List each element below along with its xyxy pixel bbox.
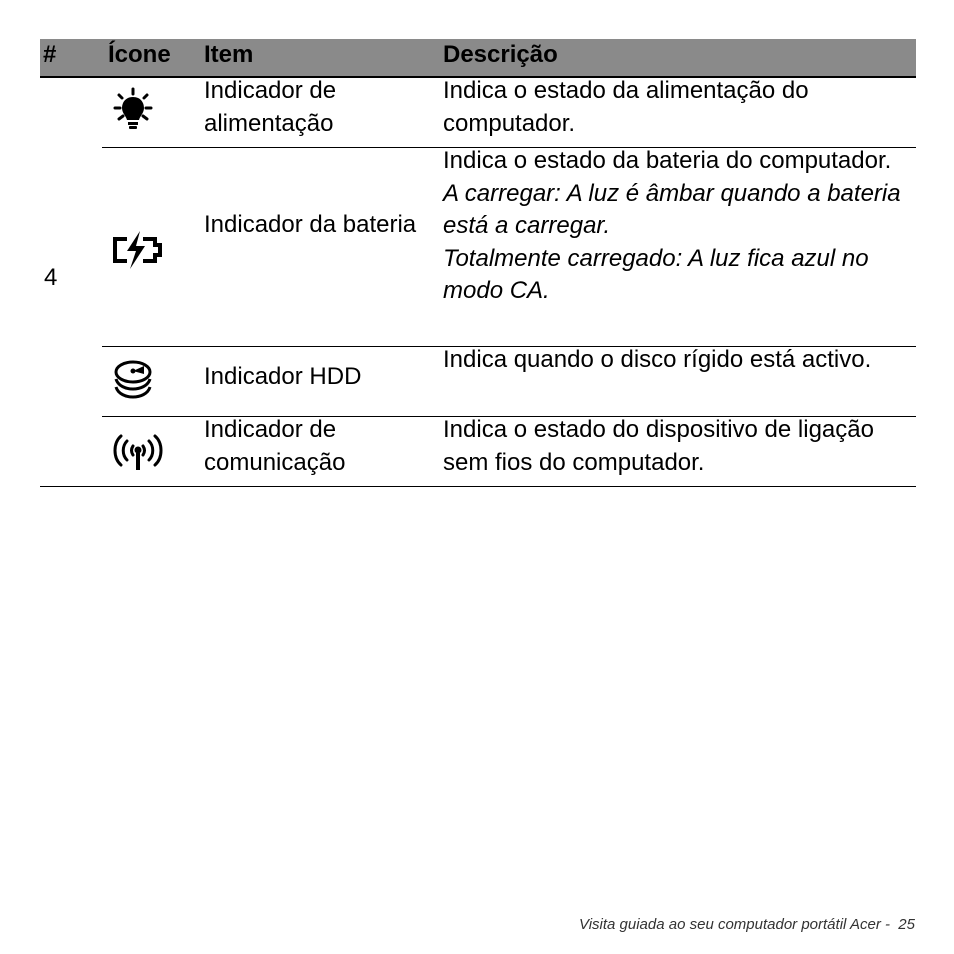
table-row: [102, 148, 916, 347]
header-num: #: [43, 41, 57, 68]
row-desc: [443, 145, 913, 308]
desc-text: Indica o estado da bateria do computador.: [443, 147, 892, 174]
row-item: Indicador da bateria: [204, 211, 417, 238]
page-footer: Visita guiada ao seu computador portátil Acer - 25: [578, 916, 915, 933]
desc-italic-charged: Totalmente carregado: A luz fica azul no modo CA.: [443, 244, 869, 304]
battery-charging-icon: [110, 227, 156, 273]
header-item: Item: [204, 41, 254, 68]
row-number: 4: [44, 264, 58, 291]
table-header: [40, 39, 916, 78]
power-light-icon: [110, 87, 156, 133]
hdd-icon: [110, 359, 156, 405]
row-desc: Indica quando o disco rígido está activo.: [443, 346, 872, 373]
table-bottom-border: [40, 486, 916, 487]
table-row: [102, 78, 916, 148]
table-row: [102, 417, 916, 486]
table-row: [102, 347, 916, 417]
row-desc: Indica o estado da alimentação do computador.: [443, 77, 809, 137]
row-item: Indicador de alimentação: [204, 77, 337, 137]
row-item: Indicador HDD: [204, 363, 362, 390]
header-desc: Descrição: [443, 41, 558, 68]
row-desc: Indica o estado do dispositivo de ligação sem fios do computador.: [443, 416, 874, 476]
wireless-icon: [110, 430, 156, 476]
row-item: Indicador de comunicação: [204, 416, 346, 476]
header-icon: Ícone: [108, 41, 171, 68]
desc-italic-charging: A carregar: A luz é âmbar quando a bateria está a carregar.: [443, 179, 901, 239]
